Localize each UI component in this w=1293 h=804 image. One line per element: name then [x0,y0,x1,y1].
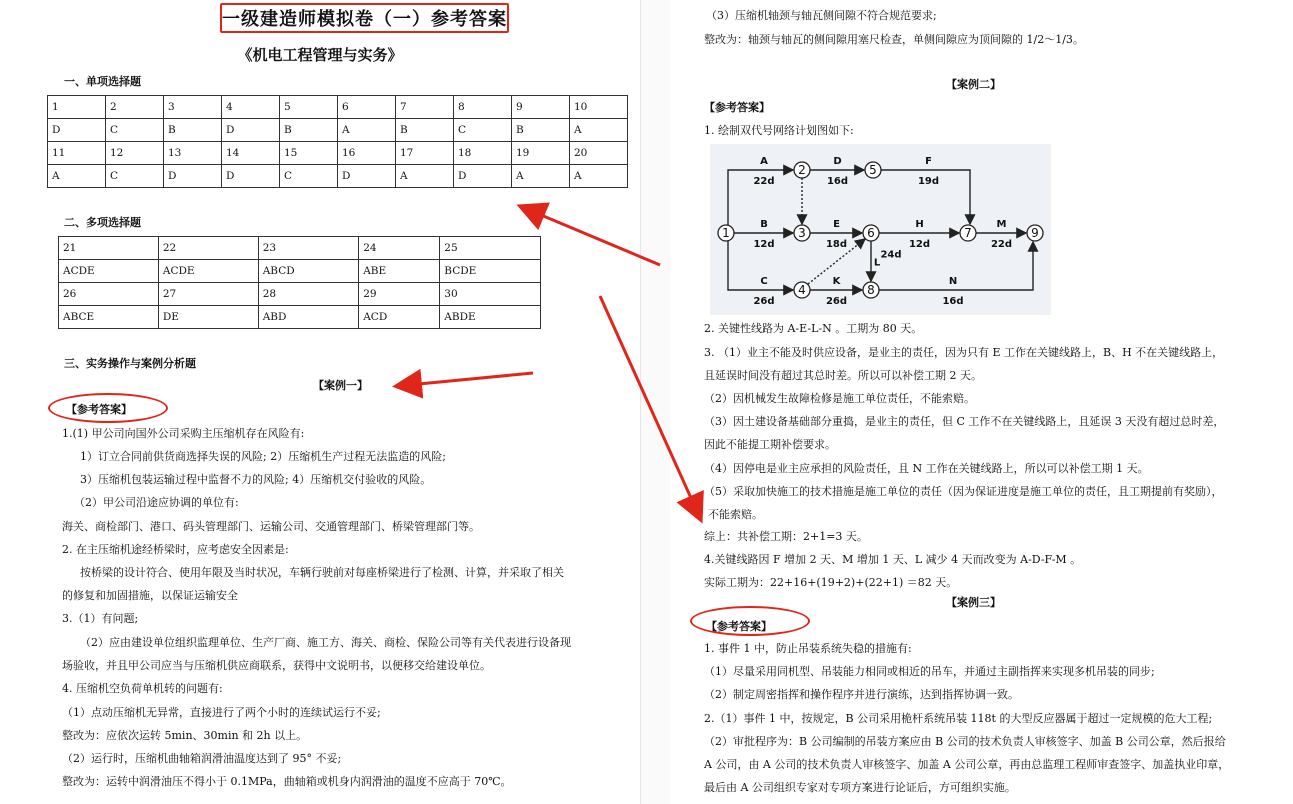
text-line: 整改为：轴颈与轴瓦的侧间隙用塞尺检查，单侧间隙应为顶间隙的 1/2～1/3。 [704,33,1084,46]
table-cell: ACDE [59,260,159,283]
text-line: 不能索赔。 [708,508,763,521]
table-cell: C [106,119,164,142]
reference-answer-label: 【参考答案】 [66,403,132,416]
text-line: 2. 关键性线路为 A-E-L-N 。工期为 80 天。 [704,322,923,335]
table-cell: A [48,165,106,188]
table-cell: 30 [440,283,541,306]
activity-name: H [915,219,924,230]
table-cell: C [280,165,338,188]
activity-duration: 12d [908,239,931,250]
text-line: （1）尽量采用同机型、吊装能力相同或相近的吊车，并通过主副指挥来实现多机吊装的同步; [704,665,1155,678]
table-cell: BCDE [440,260,541,283]
table-cell: D [454,165,512,188]
table-cell: ABCD [258,260,358,283]
table-cell: 22 [158,237,258,260]
text-line: 4. 压缩机空负荷单机转的问题有: [62,682,223,695]
text-line: 场验收，并且甲公司应当与压缩机供应商联系，获得中文说明书，以便移交给建设单位。 [62,659,491,672]
text-line: （1）点动压缩机无异常，直接进行了两个小时的连续试运行不妥; [62,706,381,719]
table-cell: 4 [222,96,280,119]
case-2-heading: 【案例二】 [946,78,1001,91]
table-cell: 12 [106,142,164,165]
text-line: 海关、商检部门、港口、码头管理部门、运输公司、交通管理部门、桥梁管理部门等。 [62,520,480,533]
table-cell: 11 [48,142,106,165]
table-cell: ACD [359,306,440,329]
table-cell: C [106,165,164,188]
activity-duration: 19d [917,176,940,187]
network-node-label: 9 [1031,226,1039,240]
activity-name: K [832,276,841,287]
table-cell: ACDE [158,260,258,283]
table-cell: 24 [359,237,440,260]
table-cell: 8 [454,96,512,119]
text-line: A 公司，由 A 公司的技术负责人审核签字、加盖 A 公司公章，再由总监理工程师审查签字、加盖执业印章， [704,758,1230,771]
table-cell: 14 [222,142,280,165]
table-cell: 16 [338,142,396,165]
table-cell: D [222,165,280,188]
document-subtitle: 《机电工程管理与实务》 [237,46,403,64]
activity-name: B [760,219,768,230]
network-node-label: 4 [798,283,806,297]
network-node-label: 3 [798,226,806,240]
activity-duration: 22d [753,176,775,187]
table-cell: 25 [440,237,541,260]
text-line: 最后由 A 公司组织专家对专项方案进行论证后，方可组织实施。 [704,781,1016,794]
text-line: 3. （1）业主不能及时供应设备，是业主的责任，因为只有 E 工作在关键线路上，B、H 不在关键线路上， [704,346,1224,359]
section-multi-choice: 二、多项选择题 [64,216,141,229]
network-intro: 1. 绘制双代号网络计划图如下: [704,124,854,137]
table-cell: ABDE [440,306,541,329]
text-line: 3）压缩机包装运输过程中监督不力的风险; 4）压缩机交付验收的风险。 [80,473,432,486]
table-cell: ABD [258,306,358,329]
table-cell: 2 [106,96,164,119]
case-3-heading: 【案例三】 [946,596,1001,609]
table-cell: 26 [59,283,159,306]
activity-duration: 26d [825,296,848,307]
table-cell: B [164,119,222,142]
table-cell: ABE [359,260,440,283]
activity-duration: 16d [826,176,849,187]
case-1-heading: 【案例一】 [313,379,368,392]
table-cell: A [396,165,454,188]
reference-answer-label: 【参考答案】 [706,620,772,633]
table-cell: D [222,119,280,142]
table-cell: 6 [338,96,396,119]
network-node-label: 1 [722,226,730,240]
network-node-label: 5 [869,163,877,177]
activity-duration: 26d [753,296,775,307]
document-title: 一级建造师模拟卷（一）参考答案 [220,3,509,33]
table-cell: 17 [396,142,454,165]
activity-duration: 12d [753,239,775,250]
activity-duration: 22d [990,239,1013,250]
text-line: 因此不能提工期补偿要求。 [704,438,836,451]
table-cell: B [396,119,454,142]
table-cell: 9 [512,96,570,119]
table-cell: A [570,119,628,142]
text-line: （2）应由建设单位组织监理单位、生产厂商、施工方、海关、商检、保险公司等有关代表进行设备现 [80,636,571,649]
table-cell: D [164,165,222,188]
network-node-label: 8 [867,283,875,297]
table-cell: 23 [258,237,358,260]
table-cell: D [48,119,106,142]
text-line: （2）因机械发生故障检修是施工单位责任，不能索赔。 [704,392,975,405]
activity-duration: 18d [825,239,848,250]
text-line: 1）订立合同前供货商选择失误的风险; 2）压缩机生产过程无法监造的风险; [80,450,446,463]
text-line: （2）制定周密指挥和操作程序并进行演练，达到指挥协调一致。 [704,688,1019,701]
text-line: （2）审批程序为：B 公司编制的吊装方案应由 B 公司的技术负责人审核签字、加盖 B 公司公章，然后报给 [704,735,1226,748]
table-cell: 13 [164,142,222,165]
text-line: 2.（1）事件 1 中，按规定，B 公司采用桅杆系统吊装 118t 的大型反应器属于超过一定规模的危大工程; [704,712,1213,725]
table-cell: 19 [512,142,570,165]
section-case-analysis: 三、实务操作与案例分析题 [64,357,196,370]
table-cell: ABCE [59,306,159,329]
table-cell: 18 [454,142,512,165]
table-cell: 20 [570,142,628,165]
activity-duration: 16d [942,296,964,307]
text-line: 4.关键线路因 F 增加 2 天、M 增加 1 天、L 减少 4 天而改变为 A-D-F-M 。 [704,553,1082,566]
activity-name: M [996,219,1007,230]
reference-answer-label: 【参考答案】 [704,101,770,114]
table-cell: B [280,119,338,142]
table-cell: 29 [359,283,440,306]
table-cell: 21 [59,237,159,260]
text-line: （3）压缩机轴颈与轴瓦侧间隙不符合规范要求; [706,9,937,22]
arrow-to-multi-choice [522,207,660,265]
table-cell: 1 [48,96,106,119]
text-line: 且延误时间没有超过其总时差。所以可以补偿工期 2 天。 [704,369,982,382]
table-cell: A [570,165,628,188]
arrow-to-case-2 [600,296,700,518]
network-node-label: 7 [964,226,972,240]
text-line: （4）因停电是业主应承担的风险责任，且 N 工作在关键线路上，所以可以补偿工期 1 天。 [704,462,1149,475]
text-line: （2）甲公司沿途应协调的单位有: [74,496,239,509]
activity-name: F [925,156,932,167]
activity-name: L [873,257,881,269]
text-line: 3.（1）有问题; [62,612,139,625]
text-line: 整改为：运转中润滑油压不得小于 0.1MPa，曲轴箱或机身内润滑油的温度不应高于 70℃。 [62,775,512,788]
table-cell: 7 [396,96,454,119]
arrow-to-case-1 [398,373,533,386]
table-cell: DE [158,306,258,329]
text-line: 整改为：应依次运转 5min、30min 和 2h 以上。 [62,729,308,742]
table-cell: 15 [280,142,338,165]
activity-name: C [760,276,768,287]
table-cell: 27 [158,283,258,306]
text-line: 综上：共补偿工期：2+1=3 天。 [704,530,868,543]
activity-name: E [833,219,840,230]
text-line: 1.(1) 甲公司向国外公司采购主压缩机存在风险有: [62,427,305,440]
text-line: 按桥梁的设计符合、使用年限及当时状况，车辆行驶前对每座桥梁进行了检测、计算，并采取了相关 [80,566,564,579]
text-line: （3）因土建设备基础部分重捣，是业主的责任，但 C 工作不在关键线路上，且延误 3 天没有超过总时差， [704,415,1225,428]
table-cell: 10 [570,96,628,119]
section-single-choice: 一、单项选择题 [64,75,141,88]
table-cell: 28 [258,283,358,306]
table-cell: A [512,165,570,188]
activity-name: D [833,156,842,167]
network-node-label: 2 [798,163,806,177]
text-line: 2. 在主压缩机途经桥梁时，应考虑安全因素是: [62,543,289,556]
table-cell: C [454,119,512,142]
text-line: 实际工期为：22+16+(19+2)+(22+1) ＝82 天。 [704,576,958,589]
table-cell: D [338,165,396,188]
table-cell: 5 [280,96,338,119]
activity-duration: 24d [880,249,902,261]
table-cell: A [338,119,396,142]
network-node-label: 6 [867,226,875,240]
table-cell: 3 [164,96,222,119]
text-line: 1. 事件 1 中，防止吊装系统失稳的措施有: [704,642,912,655]
activity-name: A [760,156,768,167]
text-line: （5）采取加快施工的技术措施是施工单位的责任（因为保证进度是施工单位的责任，且工期提前有奖励）， [704,485,1223,498]
text-line: 的修复和加固措施，以保证运输安全 [62,589,238,602]
activity-name: N [948,276,958,287]
table-cell: B [512,119,570,142]
text-line: （2）运行时，压缩机曲轴箱润滑油温度达到了 95° 不妥; [62,752,342,765]
